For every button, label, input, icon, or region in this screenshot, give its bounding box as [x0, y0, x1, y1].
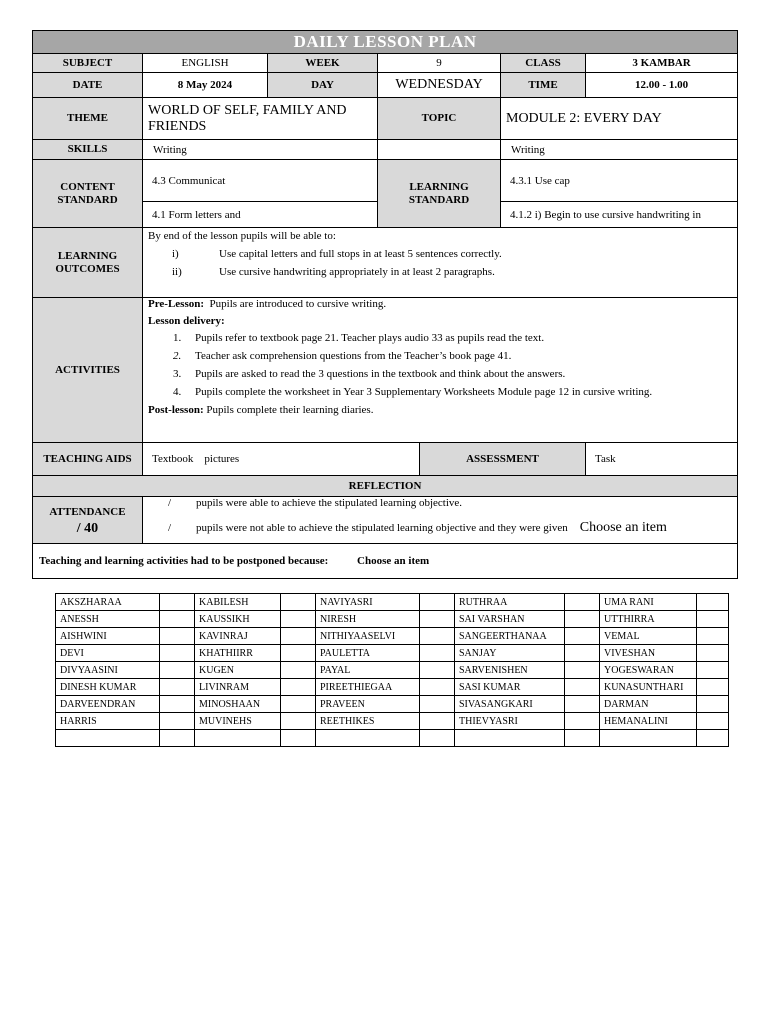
- student-name-cell: SARVENISHEN: [455, 662, 565, 679]
- student-name-cell: DEVI: [56, 645, 160, 662]
- attendance-tick-cell[interactable]: [697, 679, 729, 696]
- table-row: [56, 713, 729, 730]
- post-lesson-label: Post-lesson:: [148, 404, 204, 416]
- week-label: WEEK: [268, 54, 378, 73]
- lesson-delivery-label: Lesson delivery:: [148, 315, 225, 327]
- postponed-row: [33, 544, 738, 579]
- skills-value-1[interactable]: Writing: [143, 140, 378, 160]
- student-name-cell: YOGESWARAN: [600, 662, 697, 679]
- assessment-label: ASSESSMENT: [420, 443, 586, 476]
- student-name-cell: MINOSHAAN: [195, 696, 281, 713]
- step-text: Teacher ask comprehension questions from the Teacher’s book page 41.: [195, 350, 512, 362]
- learning-outcomes-intro: By end of the lesson pupils will be able to:: [148, 230, 336, 242]
- student-name-cell: [195, 730, 281, 747]
- learning-outcomes-list: [148, 248, 732, 278]
- list-item: [148, 350, 732, 362]
- attendance-tick-cell[interactable]: [160, 730, 195, 747]
- student-name-cell: ANESSH: [56, 611, 160, 628]
- teaching-aids-label: TEACHING AIDS: [33, 443, 143, 476]
- attendance-tick-cell[interactable]: [281, 594, 316, 611]
- table-row: [56, 662, 729, 679]
- table-row: [56, 730, 729, 747]
- attendance-tick-cell[interactable]: [281, 611, 316, 628]
- step-text: Pupils complete the worksheet in Year 3 Supplementary Worksheets Module page 12 in cursive writing.: [195, 386, 653, 398]
- student-names-body: [56, 594, 729, 747]
- attendance-tick-cell[interactable]: [281, 645, 316, 662]
- skills-label: SKILLS: [33, 140, 143, 160]
- learning-standard-label: LEARNING STANDARD: [378, 160, 501, 228]
- content-standard-item-1[interactable]: 4.3 Communicat: [143, 160, 378, 202]
- table-row: [56, 645, 729, 662]
- student-name-cell: [455, 730, 565, 747]
- attendance-tick-cell[interactable]: [420, 628, 455, 645]
- attendance-tick-cell[interactable]: [160, 696, 195, 713]
- student-name-cell: KUGEN: [195, 662, 281, 679]
- time-label: TIME: [501, 73, 586, 98]
- student-name-cell: UMA RANI: [600, 594, 697, 611]
- attendance-line-2: [148, 520, 732, 536]
- student-name-cell: SANJAY: [455, 645, 565, 662]
- skills-value-3[interactable]: Writing: [501, 140, 738, 160]
- teaching-aid-1: Textbook: [152, 453, 194, 465]
- student-name-cell: [316, 730, 420, 747]
- topic-value[interactable]: MODULE 2: EVERY DAY: [501, 98, 738, 140]
- class-value[interactable]: 3 KAMBAR: [586, 54, 738, 73]
- attendance-tick-cell[interactable]: [420, 645, 455, 662]
- list-item: [148, 386, 732, 398]
- student-name-cell: SAI VARSHAN: [455, 611, 565, 628]
- student-name-cell: KABILESH: [195, 594, 281, 611]
- outcome-text: Use capital letters and full stops in at least 5 sentences correctly.: [219, 248, 502, 260]
- theme-value[interactable]: WORLD OF SELF, FAMILY AND FRIENDS: [143, 98, 378, 140]
- attendance-label: ATTENDANCE: [49, 505, 126, 518]
- attendance-tick-cell[interactable]: [281, 628, 316, 645]
- student-name-cell: PRAVEEN: [316, 696, 420, 713]
- attendance-tick-cell[interactable]: [565, 679, 600, 696]
- table-row: [56, 696, 729, 713]
- attendance-tick-cell[interactable]: [281, 662, 316, 679]
- subject-value[interactable]: ENGLISH: [143, 54, 268, 73]
- topic-label: TOPIC: [378, 98, 501, 140]
- postponed-choice-dropdown[interactable]: Choose an item: [357, 555, 430, 567]
- attendance-tick-cell[interactable]: [697, 628, 729, 645]
- content-standard-label: CONTENT STANDARD: [33, 160, 143, 228]
- student-name-cell: KUNASUNTHARI: [600, 679, 697, 696]
- subject-label: SUBJECT: [33, 54, 143, 73]
- attendance-line-1: [148, 497, 732, 509]
- attendance-tick-cell[interactable]: [420, 679, 455, 696]
- step-number: 2.: [173, 350, 182, 362]
- day-label: DAY: [268, 73, 378, 98]
- attendance-tick-cell[interactable]: [420, 730, 455, 747]
- student-name-cell: SASI KUMAR: [455, 679, 565, 696]
- teaching-aids-value[interactable]: [143, 443, 420, 476]
- student-name-cell: HARRIS: [56, 713, 160, 730]
- attendance-tick-cell[interactable]: [697, 611, 729, 628]
- student-name-cell: PAULETTA: [316, 645, 420, 662]
- student-name-cell: KAUSSIKH: [195, 611, 281, 628]
- student-name-cell: NITHIYAASELVI: [316, 628, 420, 645]
- outcome-number: ii): [172, 266, 182, 278]
- attendance-tick-cell[interactable]: [160, 679, 195, 696]
- attendance-tick-cell[interactable]: [160, 611, 195, 628]
- outcome-text: Use cursive handwriting appropriately in at least 2 paragraphs.: [219, 266, 495, 278]
- student-name-cell: NAVIYASRI: [316, 594, 420, 611]
- attendance-tick-cell[interactable]: [697, 662, 729, 679]
- attendance-tick-cell[interactable]: [420, 594, 455, 611]
- learning-standard-item-1[interactable]: 4.3.1 Use cap: [501, 160, 738, 202]
- content-standard-item-2[interactable]: 4.1 Form letters and: [143, 202, 378, 228]
- post-lesson-text: Pupils complete their learning diaries.: [206, 404, 374, 416]
- post-lesson: [148, 404, 732, 416]
- attendance-tick-cell[interactable]: [420, 611, 455, 628]
- list-item: [148, 266, 732, 278]
- student-name-cell: SIVASANGKARI: [455, 696, 565, 713]
- student-name-cell: [56, 730, 160, 747]
- student-name-cell: VEMAL: [600, 628, 697, 645]
- student-name-cell: THIEVYASRI: [455, 713, 565, 730]
- student-name-cell: DARMAN: [600, 696, 697, 713]
- student-name-cell: AKSZHARAA: [56, 594, 160, 611]
- attendance-tick-cell[interactable]: [160, 594, 195, 611]
- table-row: [56, 679, 729, 696]
- list-item: [148, 332, 732, 344]
- student-name-cell: PIREETHIEGAA: [316, 679, 420, 696]
- attendance-tick-cell[interactable]: [160, 662, 195, 679]
- student-name-cell: [600, 730, 697, 747]
- teaching-aid-2: pictures: [204, 453, 240, 465]
- activities-content: [143, 298, 738, 443]
- attendance-line-2-text: pupils were not able to achieve the stipulated learning objective and they were given: [196, 522, 568, 534]
- attendance-tick-cell[interactable]: [281, 679, 316, 696]
- attendance-tick-cell[interactable]: [565, 611, 600, 628]
- student-names-table: [55, 593, 729, 747]
- pre-lesson-label: Pre-Lesson:: [148, 298, 205, 310]
- attendance-cell: [33, 497, 143, 544]
- reflection-header: REFLECTION: [33, 476, 738, 497]
- attendance-tick-cell[interactable]: [697, 730, 729, 747]
- postponed-text: Teaching and learning activities had to be postponed because:: [39, 555, 329, 567]
- date-label: DATE: [33, 73, 143, 98]
- attendance-tick-cell[interactable]: [281, 713, 316, 730]
- attendance-tick-cell[interactable]: [281, 730, 316, 747]
- student-name-cell: DIVYAASINI: [56, 662, 160, 679]
- attendance-slash-1[interactable]: /: [168, 497, 172, 509]
- activities-label: ACTIVITIES: [33, 298, 143, 443]
- table-row: [56, 611, 729, 628]
- learning-outcomes-content: [143, 228, 738, 298]
- attendance-line-1-text: pupils were able to achieve the stipulated learning objective.: [196, 497, 463, 509]
- attendance-slash-2[interactable]: /: [168, 522, 172, 534]
- student-name-cell: RUTHRAA: [455, 594, 565, 611]
- step-text: Pupils refer to textbook page 21. Teacher plays audio 33 as pupils read the text.: [195, 332, 545, 344]
- date-value[interactable]: 8 May 2024: [143, 73, 268, 98]
- theme-label: THEME: [33, 98, 143, 140]
- student-name-cell: NIRESH: [316, 611, 420, 628]
- attendance-tick-cell[interactable]: [565, 594, 600, 611]
- day-value[interactable]: WEDNESDAY: [378, 73, 501, 98]
- student-name-cell: REETHIKES: [316, 713, 420, 730]
- class-label: CLASS: [501, 54, 586, 73]
- attendance-tick-cell[interactable]: [281, 696, 316, 713]
- attendance-tick-cell[interactable]: [697, 645, 729, 662]
- student-name-cell: KHATHIIRR: [195, 645, 281, 662]
- student-name-cell: LIVINRAM: [195, 679, 281, 696]
- attendance-tick-cell[interactable]: [697, 594, 729, 611]
- attendance-tick-cell[interactable]: [160, 628, 195, 645]
- attendance-tick-cell[interactable]: [565, 662, 600, 679]
- pre-lesson-text: Pupils are introduced to cursive writing.: [209, 298, 387, 310]
- assessment-value[interactable]: Task: [586, 443, 738, 476]
- outcome-number: i): [172, 248, 179, 260]
- list-item: [148, 368, 732, 380]
- activity-steps: [148, 332, 732, 398]
- learning-standard-item-2[interactable]: 4.1.2 i) Begin to use cursive handwriting in: [501, 202, 738, 228]
- student-name-cell: UTTHIRRA: [600, 611, 697, 628]
- step-text: Pupils are asked to read the 3 questions in the textbook and think about the answers.: [195, 368, 566, 380]
- student-name-cell: DINESH KUMAR: [56, 679, 160, 696]
- attendance-choice-dropdown[interactable]: Choose an item: [579, 520, 667, 535]
- attendance-tick-cell[interactable]: [160, 645, 195, 662]
- student-name-cell: SANGEERTHANAA: [455, 628, 565, 645]
- step-number: 4.: [173, 386, 182, 398]
- attendance-tick-cell[interactable]: [565, 645, 600, 662]
- step-number: 1.: [173, 332, 182, 344]
- attendance-tick-cell[interactable]: [420, 696, 455, 713]
- attendance-tick-cell[interactable]: [160, 713, 195, 730]
- attendance-tick-cell[interactable]: [565, 696, 600, 713]
- attendance-content: [143, 497, 738, 544]
- attendance-tick-cell[interactable]: [565, 713, 600, 730]
- plan-title: DAILY LESSON PLAN: [33, 31, 738, 54]
- lesson-plan-table: [32, 30, 738, 579]
- table-row: [56, 628, 729, 645]
- student-name-cell: VIVESHAN: [600, 645, 697, 662]
- student-name-cell: HEMANALINI: [600, 713, 697, 730]
- step-number: 3.: [173, 368, 182, 380]
- table-row: [56, 594, 729, 611]
- attendance-tick-cell[interactable]: [420, 713, 455, 730]
- attendance-tick-cell[interactable]: [565, 628, 600, 645]
- attendance-tick-cell[interactable]: [697, 696, 729, 713]
- attendance-tick-cell[interactable]: [697, 713, 729, 730]
- skills-value-2[interactable]: [378, 140, 501, 160]
- student-name-cell: AISHWINI: [56, 628, 160, 645]
- pre-lesson: [148, 298, 732, 310]
- time-value[interactable]: 12.00 - 1.00: [586, 73, 738, 98]
- learning-outcomes-label: LEARNING OUTCOMES: [33, 228, 143, 298]
- student-name-cell: DARVEENDRAN: [56, 696, 160, 713]
- student-name-cell: KAVINRAJ: [195, 628, 281, 645]
- student-name-cell: PAYAL: [316, 662, 420, 679]
- attendance-total[interactable]: / 40: [76, 520, 99, 536]
- student-name-cell: MUVINEHS: [195, 713, 281, 730]
- list-item: [148, 248, 732, 260]
- week-value[interactable]: 9: [378, 54, 501, 73]
- attendance-tick-cell[interactable]: [565, 730, 600, 747]
- attendance-tick-cell[interactable]: [420, 662, 455, 679]
